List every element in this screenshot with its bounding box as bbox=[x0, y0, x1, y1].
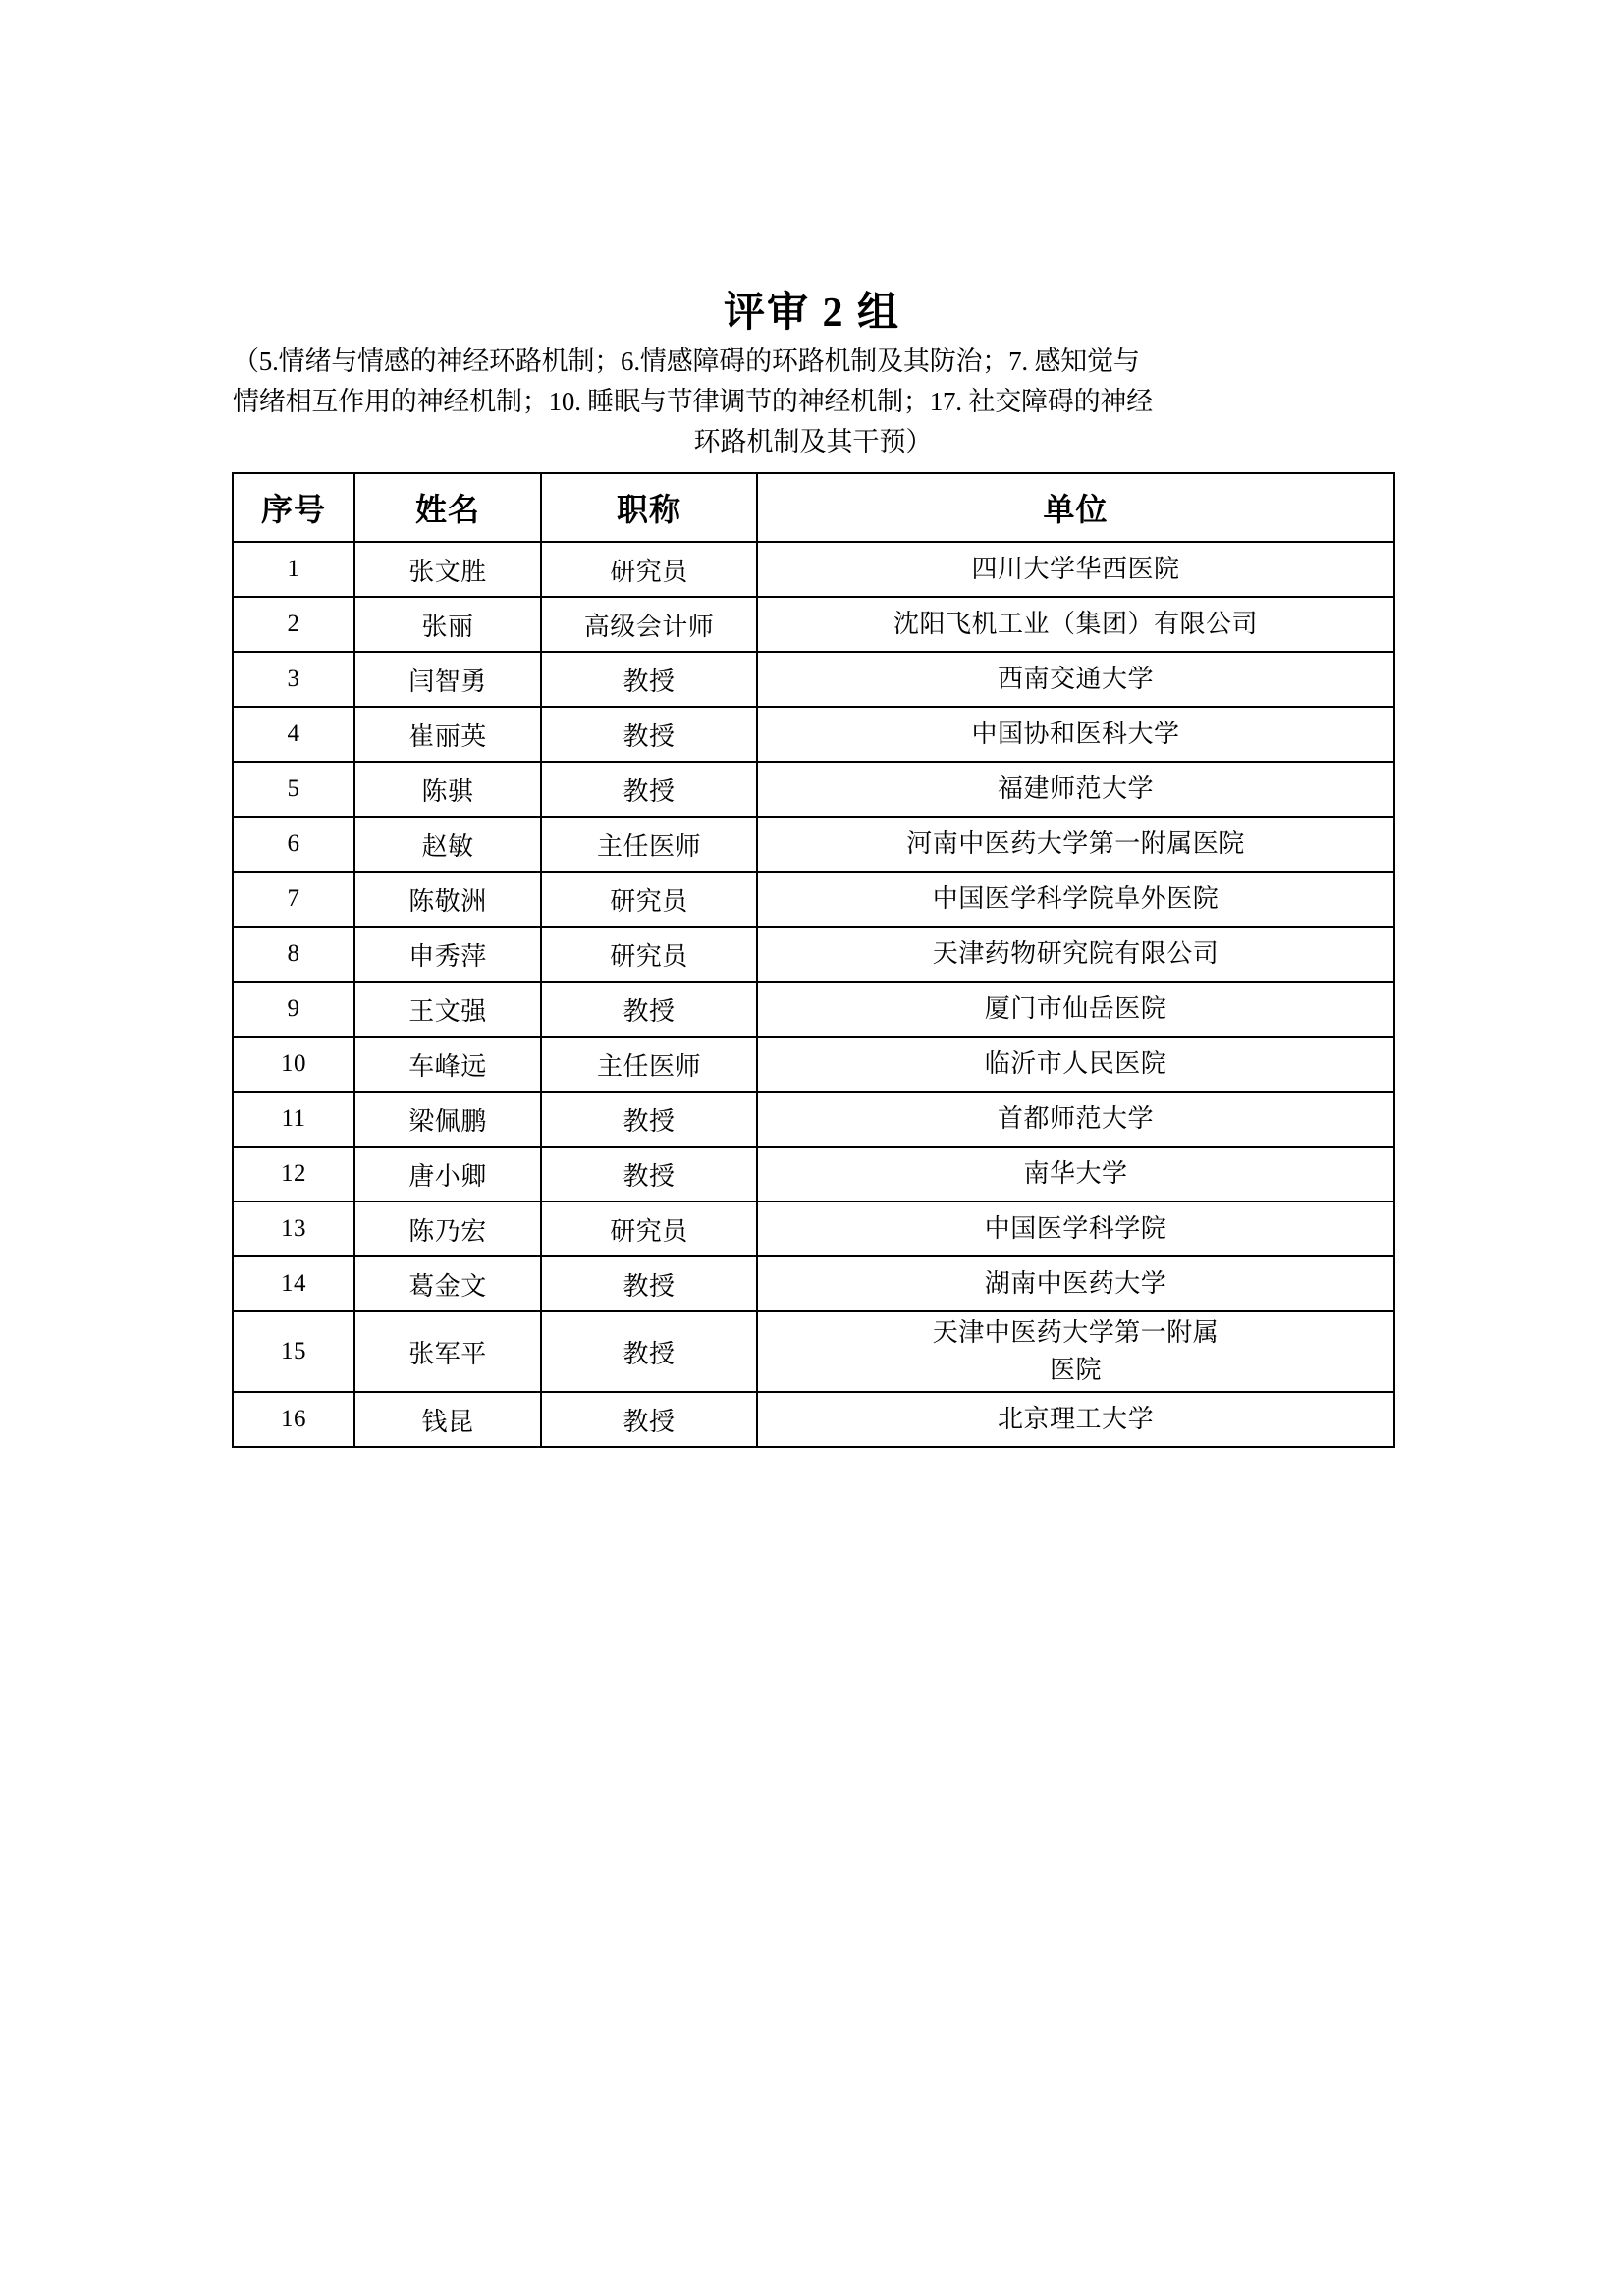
cell-org bbox=[757, 1311, 1394, 1392]
subtitle-block bbox=[233, 342, 1393, 462]
subtitle-line-3: 环路机制及其干预） bbox=[693, 427, 933, 456]
cell-job-title: 教授 bbox=[541, 1147, 757, 1201]
cell-name: 钱昆 bbox=[354, 1392, 541, 1447]
cell-index: 13 bbox=[233, 1201, 354, 1256]
cell-org bbox=[757, 597, 1394, 652]
cell-org-text: 天津中医药大学第一附属 医院 bbox=[932, 1318, 1219, 1384]
cell-index: 16 bbox=[233, 1392, 354, 1447]
cell-index: 15 bbox=[233, 1311, 354, 1392]
cell-org bbox=[757, 817, 1394, 872]
table-row bbox=[233, 1201, 1394, 1256]
cell-org-text: 中国协和医科大学 bbox=[971, 720, 1180, 748]
table-row bbox=[233, 1392, 1394, 1447]
table-row bbox=[233, 707, 1394, 762]
cell-name: 陈乃宏 bbox=[354, 1201, 541, 1256]
cell-name: 陈骐 bbox=[354, 762, 541, 817]
cell-job-title: 研究员 bbox=[541, 872, 757, 927]
cell-org bbox=[757, 1147, 1394, 1201]
cell-job-title: 教授 bbox=[541, 982, 757, 1037]
cell-index: 7 bbox=[233, 872, 354, 927]
cell-org-text: 中国医学科学院 bbox=[984, 1214, 1167, 1243]
cell-index: 2 bbox=[233, 597, 354, 652]
cell-job-title: 研究员 bbox=[541, 927, 757, 982]
cell-job-title: 研究员 bbox=[541, 542, 757, 597]
cell-org-text: 首都师范大学 bbox=[997, 1104, 1154, 1133]
page-title: 评审 2 组 bbox=[723, 291, 900, 337]
subtitle-line-2: 情绪相互作用的神经机制；10. 睡眠与节律调节的神经机制；17. 社交障碍的神经 bbox=[233, 387, 1153, 416]
cell-job-title: 主任医师 bbox=[541, 817, 757, 872]
table-row bbox=[233, 1092, 1394, 1147]
cell-org-text: 中国医学科学院阜外医院 bbox=[932, 884, 1219, 913]
cell-job-title: 教授 bbox=[541, 1092, 757, 1147]
reviewer-roster-table bbox=[232, 472, 1395, 1448]
cell-index: 14 bbox=[233, 1256, 354, 1311]
column-header-index: 序号 bbox=[233, 473, 354, 542]
cell-job-title: 教授 bbox=[541, 1311, 757, 1392]
cell-name: 王文强 bbox=[354, 982, 541, 1037]
cell-org bbox=[757, 1256, 1394, 1311]
cell-job-title: 高级会计师 bbox=[541, 597, 757, 652]
table-row bbox=[233, 927, 1394, 982]
cell-job-title: 教授 bbox=[541, 762, 757, 817]
cell-index: 3 bbox=[233, 652, 354, 707]
cell-org-text: 厦门市仙岳医院 bbox=[984, 994, 1167, 1023]
table-row bbox=[233, 652, 1394, 707]
table-row bbox=[233, 1037, 1394, 1092]
cell-org-text: 西南交通大学 bbox=[997, 665, 1154, 693]
cell-org-text: 临沂市人民医院 bbox=[984, 1049, 1167, 1078]
cell-org-text: 南华大学 bbox=[1023, 1159, 1128, 1188]
cell-name: 张文胜 bbox=[354, 542, 541, 597]
subtitle-line-1: （5.情绪与情感的神经环路机制；6.情感障碍的环路机制及其防治；7. 感知觉与 bbox=[233, 347, 1140, 376]
cell-index: 4 bbox=[233, 707, 354, 762]
table-row bbox=[233, 597, 1394, 652]
column-header-job-title: 职称 bbox=[541, 473, 757, 542]
table-row bbox=[233, 1256, 1394, 1311]
cell-org bbox=[757, 1092, 1394, 1147]
cell-index: 1 bbox=[233, 542, 354, 597]
cell-name: 申秀萍 bbox=[354, 927, 541, 982]
table-header-row bbox=[233, 473, 1394, 542]
cell-job-title: 教授 bbox=[541, 707, 757, 762]
table-body bbox=[233, 542, 1394, 1447]
cell-org bbox=[757, 872, 1394, 927]
cell-name: 赵敏 bbox=[354, 817, 541, 872]
cell-name: 张军平 bbox=[354, 1311, 541, 1392]
cell-name: 张丽 bbox=[354, 597, 541, 652]
cell-name: 车峰远 bbox=[354, 1037, 541, 1092]
table-row bbox=[233, 1311, 1394, 1392]
cell-org bbox=[757, 1201, 1394, 1256]
cell-org-text: 沈阳飞机工业（集团）有限公司 bbox=[893, 610, 1258, 638]
table-row bbox=[233, 817, 1394, 872]
table-row bbox=[233, 1147, 1394, 1201]
table-row bbox=[233, 872, 1394, 927]
cell-index: 12 bbox=[233, 1147, 354, 1201]
cell-index: 9 bbox=[233, 982, 354, 1037]
cell-name: 梁佩鹏 bbox=[354, 1092, 541, 1147]
cell-index: 10 bbox=[233, 1037, 354, 1092]
cell-name: 闫智勇 bbox=[354, 652, 541, 707]
cell-name: 崔丽英 bbox=[354, 707, 541, 762]
cell-index: 11 bbox=[233, 1092, 354, 1147]
cell-org bbox=[757, 707, 1394, 762]
cell-org-text: 福建师范大学 bbox=[997, 774, 1154, 803]
cell-job-title: 教授 bbox=[541, 1392, 757, 1447]
cell-index: 6 bbox=[233, 817, 354, 872]
cell-job-title: 教授 bbox=[541, 652, 757, 707]
cell-name: 葛金文 bbox=[354, 1256, 541, 1311]
cell-org-text: 湖南中医药大学 bbox=[984, 1269, 1167, 1298]
cell-name: 陈敬洲 bbox=[354, 872, 541, 927]
cell-org bbox=[757, 762, 1394, 817]
table-row bbox=[233, 542, 1394, 597]
cell-job-title: 主任医师 bbox=[541, 1037, 757, 1092]
cell-job-title: 研究员 bbox=[541, 1201, 757, 1256]
cell-name: 唐小卿 bbox=[354, 1147, 541, 1201]
cell-org bbox=[757, 542, 1394, 597]
cell-org-text: 北京理工大学 bbox=[997, 1405, 1154, 1433]
table-head bbox=[233, 473, 1394, 542]
table-row bbox=[233, 762, 1394, 817]
cell-org bbox=[757, 982, 1394, 1037]
cell-org-text: 天津药物研究院有限公司 bbox=[932, 939, 1219, 968]
cell-index: 5 bbox=[233, 762, 354, 817]
cell-index: 8 bbox=[233, 927, 354, 982]
cell-org bbox=[757, 652, 1394, 707]
cell-org-text: 四川大学华西医院 bbox=[971, 555, 1180, 583]
cell-org bbox=[757, 1037, 1394, 1092]
cell-org-text: 河南中医药大学第一附属医院 bbox=[906, 829, 1245, 858]
cell-org bbox=[757, 1392, 1394, 1447]
table-row bbox=[233, 982, 1394, 1037]
cell-job-title: 教授 bbox=[541, 1256, 757, 1311]
cell-org bbox=[757, 927, 1394, 982]
column-header-org: 单位 bbox=[757, 473, 1394, 542]
column-header-name: 姓名 bbox=[354, 473, 541, 542]
